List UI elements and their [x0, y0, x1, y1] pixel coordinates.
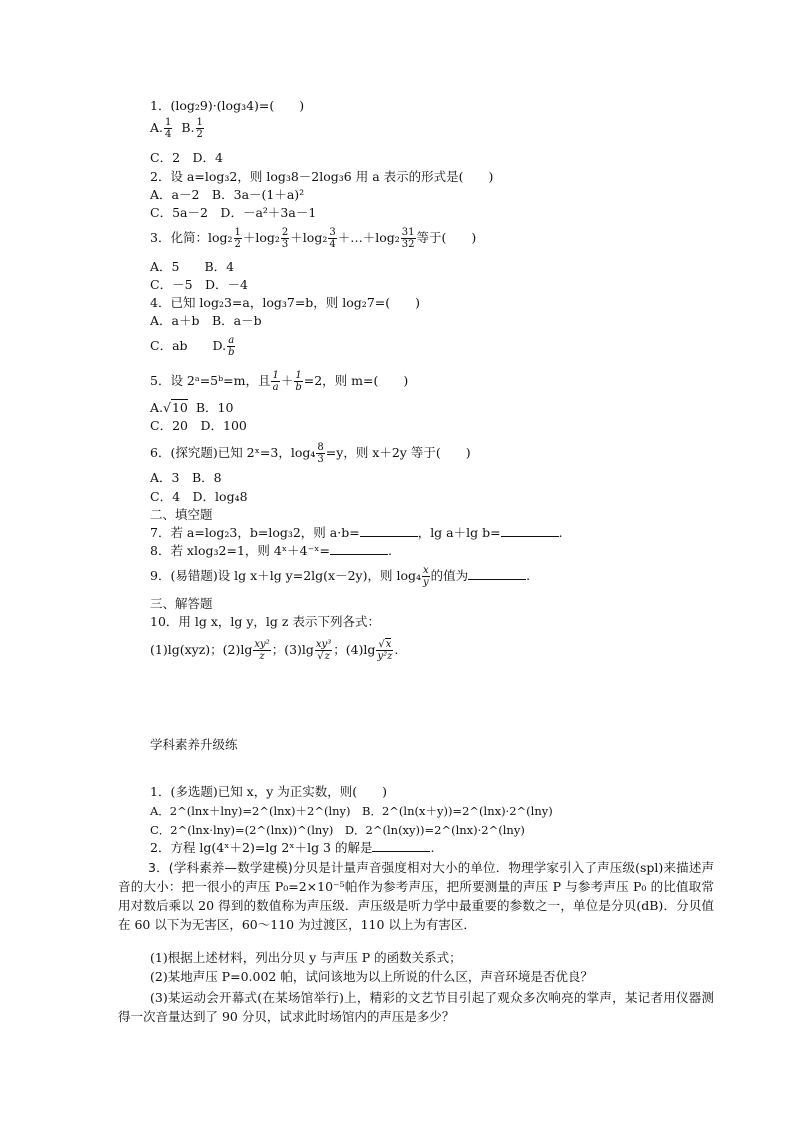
part2-question-1-stem: 1．(多选题)已知 x，y 为正实数，则( ): [150, 784, 388, 799]
question-2-options-cd: C．5a－2 D．－a²＋3a－1: [150, 205, 317, 220]
question-7: 7．若 a=log₂3，b=log₃2，则 a·b= ，lg a＋lg b= .: [150, 525, 563, 540]
fraction: $\frac{3}{4}$: [329, 227, 336, 250]
answer-blank[interactable]: [360, 526, 418, 537]
fraction: $\frac{a}{b}$: [228, 335, 235, 358]
fraction: $\frac{\text{xy²}}{z}$: [254, 639, 270, 662]
question-8: 8．若 xlog₃2=1，则 4ˣ＋4⁻ˣ= .: [150, 543, 392, 558]
question-10-parts: (1)lg(xyz)；(2)lg $\frac{\text{xy²}}{z}$ ；(3)lg $\frac{\text{xy³}}{√z}$ ；(4)lg $\frac{√x}{\text{y²z}}$ .: [150, 639, 399, 662]
part2-question-3-sub2: (2)某地声压 P=0.002 帕，试问该地为以上所说的什么区，声音环境是否优良？: [150, 969, 593, 984]
question-6-stem: 6．(探究题)已知 2ˣ=3，log₄ $\frac{8}{3}$ =y，则 x＋2y 等于( ): [150, 442, 471, 465]
part2-question-2: 2．方程 lg(4ˣ＋2)=lg 2ˣ＋lg 3 的解是 .: [150, 840, 435, 855]
fraction: $\frac{1}{2}$: [234, 227, 241, 250]
fraction: $\frac{31}{32}$: [401, 227, 415, 250]
question-3-options-cd: C．－5 D．－4: [150, 277, 248, 292]
question-1-stem: 1．(log₂9)·(log₃4)=( ): [150, 98, 305, 113]
fraction: $\frac{1}{a}$: [272, 370, 279, 393]
question-1-options-cd: C．2 D．4: [150, 150, 223, 165]
fraction: $\frac{8}{3}$: [317, 442, 324, 465]
fraction: $\frac{\text{xy³}}{√z}$: [315, 639, 332, 662]
question-1-options-ab: A. $\frac{1}{4}$ B. $\frac{1}{2}$: [150, 117, 203, 140]
question-9: 9．(易错题)设 lg x＋lg y=2lg(x－2y)，则 log₄ $\frac{x}{y}$ 的值为 .: [150, 565, 531, 588]
question-10-stem: 10．用 lg x，lg y，lg z 表示下列各式：: [150, 614, 380, 629]
part2-question-1-options-cd: C．2^(lnx·lny)=(2^(lnx))^(lny) D．2^(ln(xy))=2^(lnx)·2^(lny): [150, 823, 525, 837]
part2-question-3-body: 3．(学科素养—数学建模)分贝是计量声音强度相对大小的单位．物理学家引入了声压级(spl)来描述声音的大小：把一很小的声压 P₀=2×10⁻⁵帕作为参考声压，把所要测量的声压 P 与参考声压 P₀ 的比值取常用对数后乘以 20 得到的数值称为声压级．声压级是听力学中最重要的参数之一，单位是分贝(dB)．分贝值在 60 以下为无害区，60～110 为过渡区，110 以上为有害区．: [118, 860, 715, 932]
question-4-options-cd: C．ab D. $\frac{a}{b}$: [150, 335, 235, 358]
question-2-stem: 2．设 a=log₃2，则 log₃8－2log₃6 用 a 表示的形式是( ): [150, 169, 494, 184]
question-2-options-ab: A．a－2 B．3a－(1＋a)²: [150, 187, 305, 202]
part2-question-1-options-ab: A．2^(lnx＋lny)=2^(lnx)＋2^(lny) B．2^(ln(x＋y))=2^(lnx)·2^(lny): [150, 804, 553, 818]
question-6-options-ab: A．3 B．8: [150, 470, 222, 485]
section-heading-solutions: 三、解答题: [150, 596, 213, 611]
question-5-options-ab: A.√10 B．10: [150, 400, 234, 415]
question-5-stem: 5．设 2ᵃ=5ᵇ=m，且 $\frac{1}{a}$ ＋ $\frac{1}{b}$ =2，则 m=( ): [150, 370, 409, 393]
fraction: $\frac{x}{y}$: [423, 565, 429, 588]
question-5-options-cd: C．20 D．100: [150, 418, 247, 433]
fraction: $\frac{1}{2}$: [196, 117, 203, 140]
question-6-options-cd: C．4 D．log₄8: [150, 489, 248, 504]
fraction: $\frac{√x}{\text{y²z}}$: [377, 639, 393, 662]
section-heading-literacy: 学科素养升级练: [150, 737, 238, 752]
part2-question-3-sub3: (3)某运动会开幕式(在某场馆举行)上，精彩的文艺节目引起了观众多次响亮的掌声，某记者用仪器测得一次音量达到了 90 分贝，试求此时场馆内的声压是多少？: [118, 990, 714, 1024]
answer-blank[interactable]: [501, 526, 559, 537]
section-heading-fill-in: 二、填空题: [150, 507, 213, 522]
answer-blank[interactable]: [330, 544, 388, 555]
answer-blank[interactable]: [468, 569, 526, 580]
fraction: $\frac{1}{4}$: [165, 117, 172, 140]
fraction: $\frac{1}{b}$: [295, 370, 302, 393]
fraction: $\frac{2}{3}$: [281, 227, 289, 250]
part2-question-3-sub1: (1)根据上述材料，列出分贝 y 与声压 P 的函数关系式；: [150, 950, 462, 965]
question-3-stem: 3．化简：log₂ $\frac{1}{2}$ ＋log₂ $\frac{2}{3}$ ＋log₂ $\frac{3}{4}$ ＋…＋log₂ $\frac{31}{32}$ 等于( ): [150, 227, 477, 250]
question-3-options-ab: A．5 B．4: [150, 259, 235, 274]
question-4-stem: 4．已知 log₂3=a，log₃7=b，则 log₂7=( ): [150, 295, 420, 310]
question-4-options-ab: A．a＋b B．a－b: [150, 313, 262, 328]
answer-blank[interactable]: [372, 841, 430, 852]
